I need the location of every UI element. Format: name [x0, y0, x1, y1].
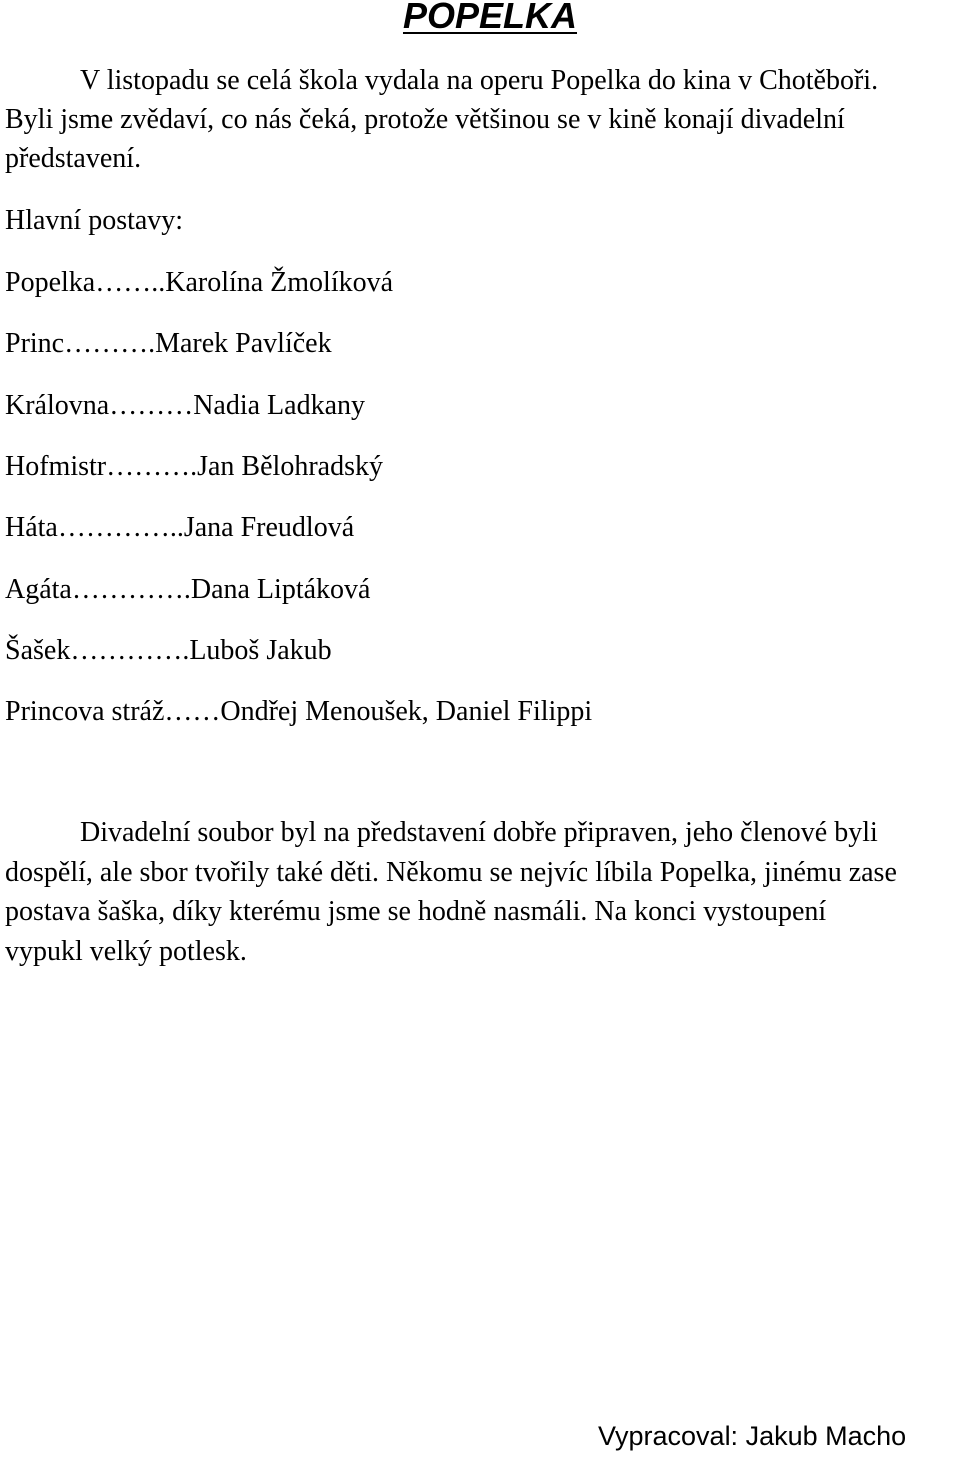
cast-role: Popelka: [5, 267, 96, 298]
cast-actor: Nadia Ladkany: [193, 390, 366, 421]
cast-actor: Jana Freudlová: [183, 512, 355, 543]
cast-dots: ………….: [71, 574, 191, 605]
cast-role: Princova stráž: [5, 696, 165, 727]
cast-actor: Karolína Žmolíková: [165, 267, 394, 298]
cast-line: [5, 449, 383, 485]
cast-role: Háta: [5, 512, 58, 543]
cast-dots: …………..: [57, 512, 184, 543]
closing-line: Divadelní soubor byl na představení dobře připraven, jeho členové byli: [80, 817, 878, 848]
cast-role: Hofmistr: [5, 451, 107, 482]
closing-paragraph: [5, 813, 897, 971]
document-title: POPELKA: [402, 0, 578, 36]
cast-actor: Luboš Jakub: [189, 635, 332, 666]
cast-role: Princ: [5, 328, 65, 359]
cast-dots: ……: [164, 696, 221, 727]
intro-line: V listopadu se celá škola vydala na operu Popelka do kina v Chotěboři.: [80, 65, 879, 96]
cast-line: [5, 694, 592, 730]
closing-line: vypukl velký potlesk.: [5, 935, 247, 967]
cast-line: [5, 388, 365, 424]
cast-dots: ……….: [106, 451, 198, 482]
cast-dots: ………: [109, 390, 194, 421]
cast-line: [5, 326, 332, 362]
cast-line: [5, 265, 393, 301]
intro-line: představení.: [5, 143, 142, 174]
cast-dots: ……..: [95, 267, 166, 298]
cast-actor: Dana Liptáková: [190, 574, 371, 605]
cast-line: [5, 572, 370, 608]
cast-line: [5, 510, 354, 546]
cast-line: [5, 633, 332, 669]
closing-line: dospělí, ale sbor tvořily také děti. Někomu se nejvíc líbila Popelka, jinému zase: [5, 856, 897, 888]
cast-heading: Hlavní postavy:: [5, 205, 184, 236]
cast-dots: ……….: [64, 328, 156, 359]
cast-actor: Ondřej Menoušek, Daniel Filippi: [220, 696, 593, 727]
cast-role: Šašek: [5, 635, 71, 666]
cast-role: Královna: [5, 390, 110, 421]
closing-line: postava šaška, díky kterému jsme se hodně nasmáli. Na konci vystoupení: [5, 896, 827, 927]
cast-actor: Jan Bělohradský: [197, 451, 383, 482]
cast-actor: Marek Pavlíček: [155, 328, 332, 359]
cast-dots: ………….: [70, 635, 190, 666]
intro-paragraph: [5, 61, 960, 178]
signature: Vypracoval: Jakub Macho: [598, 1421, 907, 1451]
intro-line: Byli jsme zvědaví, co nás čeká, protože většinou se v kině konají divadelní: [5, 104, 845, 135]
cast-role: Agáta: [5, 574, 72, 605]
